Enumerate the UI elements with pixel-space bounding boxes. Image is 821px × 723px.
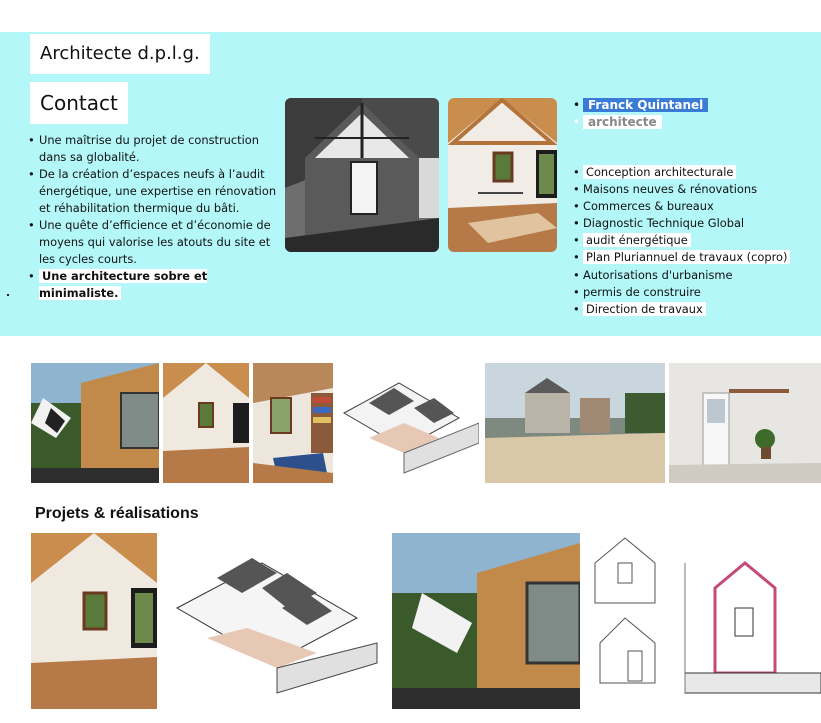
- site-title: Architecte d.p.l.g.: [30, 34, 210, 74]
- carousel-axonometric-drawing[interactable]: [339, 363, 479, 483]
- profile-name[interactable]: Franck Quintanel: [583, 98, 708, 112]
- carousel-photo-plant-room[interactable]: [669, 363, 821, 483]
- services-list: [573, 164, 790, 318]
- decorative-dot: [7, 294, 9, 296]
- project-axonometric-drawing[interactable]: [167, 533, 381, 709]
- intro-item: • De la création d’espaces neufs à l’audit énergétique, une expertise en rénovation et réhabilitation thermique du bâti.: [28, 166, 278, 217]
- service-item: • permis de construire: [573, 284, 790, 301]
- contact-link[interactable]: Contact: [30, 82, 128, 124]
- service-item: • audit énergétique: [573, 232, 790, 249]
- interior-room-photo[interactable]: [448, 98, 557, 252]
- project-photo-interior[interactable]: [31, 533, 157, 709]
- carousel-photo-library[interactable]: [253, 363, 333, 483]
- intro-list: [28, 132, 278, 302]
- service-item: • Direction de travaux: [573, 301, 790, 318]
- carousel-photo-interior[interactable]: [163, 363, 249, 483]
- intro-item-emphasis: [28, 268, 278, 302]
- service-item: • Diagnostic Technique Global: [573, 215, 790, 232]
- project-section-drawing[interactable]: [590, 533, 821, 709]
- profile-block: [573, 98, 708, 132]
- profile-role: architecte: [583, 115, 662, 129]
- intro-item: • Une quête d’efficience et d’économie de moyens qui valorise les atouts du site et les cycles courts.: [28, 217, 278, 268]
- interior-frame-photo[interactable]: [285, 98, 439, 252]
- service-item: • Autorisations d'urbanisme: [573, 267, 790, 284]
- hero-banner: [0, 32, 821, 336]
- carousel-photo-facade[interactable]: [31, 363, 159, 483]
- project-photo-facade[interactable]: [392, 533, 580, 709]
- service-item: • Maisons neuves & rénovations: [573, 181, 790, 198]
- intro-emphasis-text: Une architecture sobre et minimaliste.: [39, 269, 208, 300]
- projects-heading: Projets & réalisations: [35, 505, 199, 522]
- service-item: • Plan Pluriannuel de travaux (copro): [573, 249, 790, 266]
- intro-item: • Une maîtrise du projet de construction dans sa globalité.: [28, 132, 278, 166]
- service-item: • Conception architecturale: [573, 164, 790, 181]
- carousel-photo-coastal-house[interactable]: [485, 363, 665, 483]
- service-item: • Commerces & bureaux: [573, 198, 790, 215]
